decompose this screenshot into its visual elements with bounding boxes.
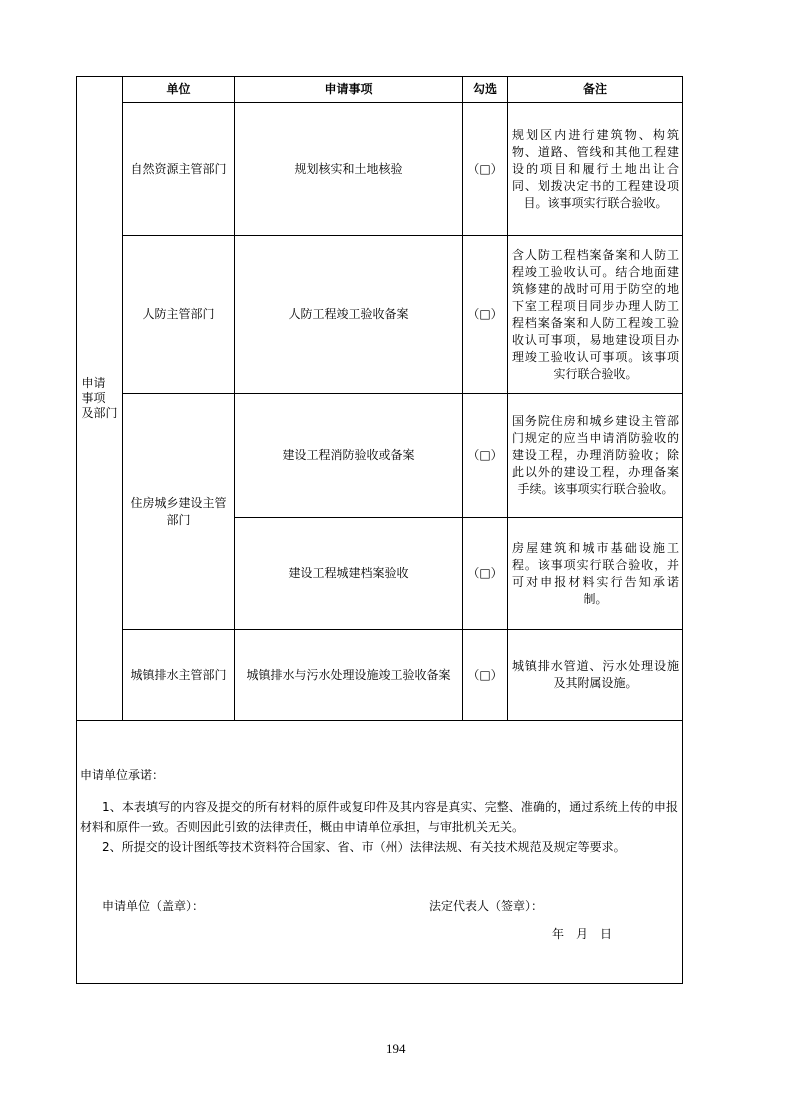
row2-checkbox[interactable]: （□）: [467, 307, 503, 321]
section-divider: [76, 720, 683, 721]
applicant-seal-label: 申请单位（盖章）：: [102, 899, 205, 913]
row4-note-text: 房屋建筑和城市基础设施工程。该事项实行联合验收，并可对申报材料实行告知承诺制。: [512, 540, 679, 606]
commitment-item-2: 2、所提交的设计图纸等技术资料符合国家、省、市（州）法律法规、有关技术规范及规定等要求。: [102, 840, 626, 854]
side-label: [77, 77, 122, 720]
commitment-item-1: 1、本表填写的内容及提交的所有材料的原件或复印件及其内容是真实、完整、准确的，通过系统上传的申报材料和原件一致。否则因此引致的法律责任，概由申请单位承担，与审批机关无关。: [80, 800, 678, 834]
row2-unit: 人防主管部门: [142, 307, 215, 321]
header-note: 备注: [582, 82, 607, 96]
row3-note: [508, 394, 682, 517]
row5-unit: 城镇排水主管部门: [130, 667, 227, 682]
table-border-right: [682, 76, 683, 984]
page-number: 194: [386, 1041, 406, 1056]
header-unit: 单位: [166, 82, 191, 96]
table-border-bottom: [76, 983, 683, 984]
date-label: 年 月 日: [552, 927, 613, 941]
row1-unit: 自然资源主管部门: [130, 161, 227, 176]
row4-checkbox[interactable]: （□）: [467, 566, 503, 580]
legal-rep-sign-label: 法定代表人（签章）：: [429, 899, 544, 913]
row4-note: [508, 518, 682, 629]
row1-checkbox[interactable]: （□）: [467, 161, 503, 176]
side-label-text: 申请 事项 及部门: [81, 376, 118, 420]
row5-item: 城镇排水与污水处理设施竣工验收备案: [246, 667, 451, 682]
row3-note-text: 国务院住房和城乡建设主管部门规定的应当申请消防验收的建设工程，办理消防验收；除此以外的建设工程，办理备案手续。该事项实行联合验收。: [512, 414, 679, 496]
row2-note: [508, 236, 682, 393]
row2-note-text: 含人防工程档案备案和人防工程竣工验收认可。结合地面建筑修建的战时可用于防空的地下室工程项目同步办理人防工程档案备案和人防工程竣工验收认可事项，易地建设项目办理竣工验收认可事项。该事项实行联合验收。: [512, 247, 679, 381]
header-item: 申请事项: [324, 82, 373, 96]
row3-unit: [123, 394, 234, 629]
row3-item: 建设工程消防验收或备案: [282, 448, 415, 462]
row5-checkbox[interactable]: （□）: [467, 667, 503, 682]
row5-note-text: 城镇排水管道、污水处理设施及其附属设施。: [512, 659, 679, 690]
row1-item: 规划核实和土地核验: [294, 161, 403, 176]
row1-note-text: 规划区内进行建筑物、构筑物、道路、管线和其他工程建设的项目和履行土地出让合同、划拨决定书的工程建设项目。该事项实行联合验收。: [512, 127, 679, 210]
row3-checkbox[interactable]: （□）: [467, 448, 503, 462]
commitment-title: 申请单位承诺：: [80, 768, 165, 782]
row4-item: 建设工程城建档案验收: [288, 566, 409, 580]
header-check: 勾选: [472, 82, 497, 96]
row1-note: [508, 103, 682, 235]
row3-unit-text: 住房城乡建设主管部门: [130, 495, 227, 527]
row2-item: 人防工程竣工验收备案: [288, 307, 409, 321]
row5-note: [508, 630, 682, 720]
